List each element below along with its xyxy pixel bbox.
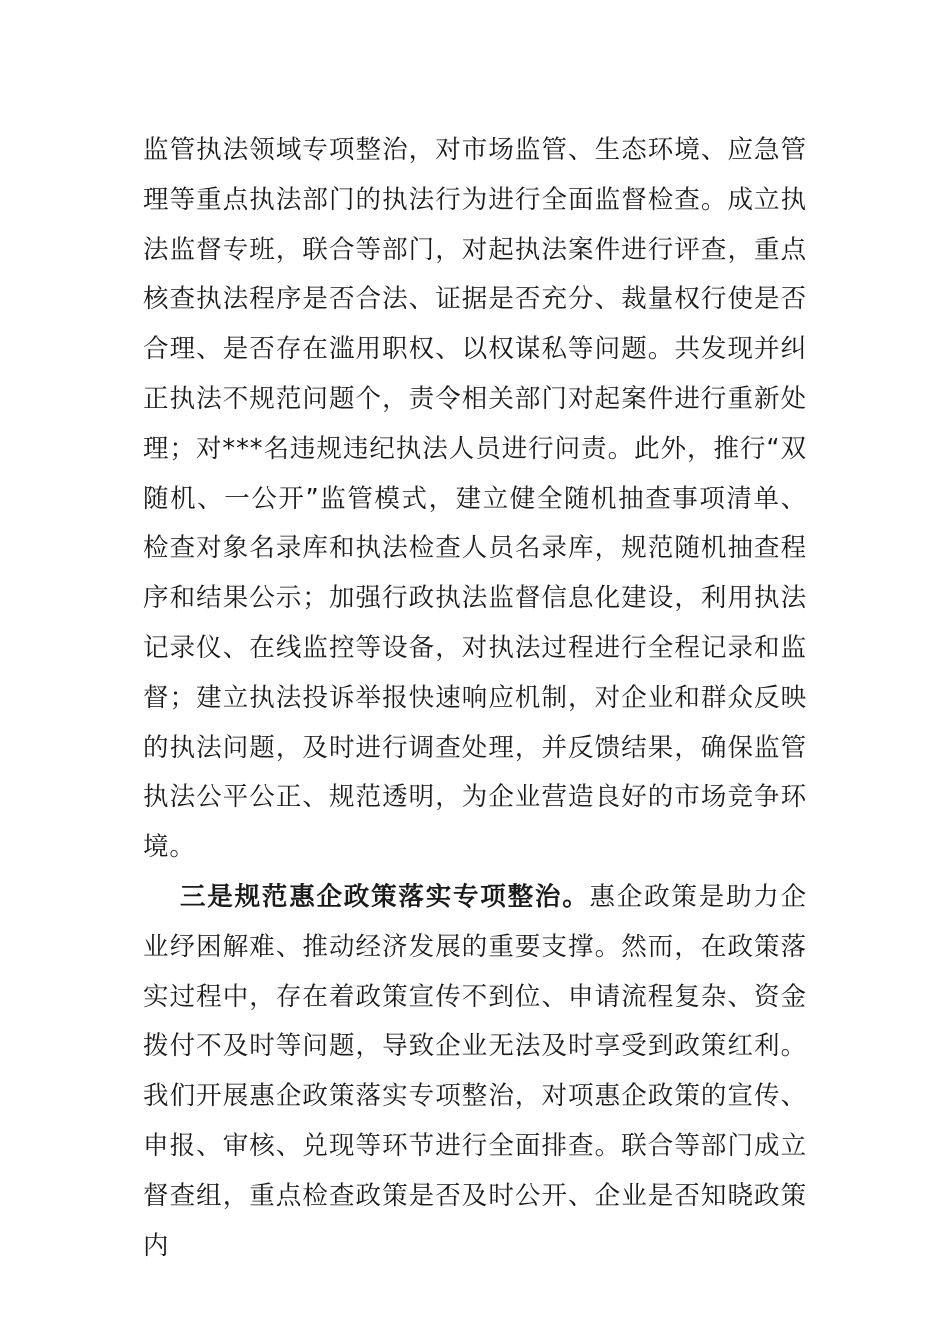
paragraph-enforcement-supervision [143,126,807,873]
paragraph-text: 惠企政策是助力企业纾困解难、推动经济发展的重要支撑。然而，在政策落实过程中，存在着政策宣传不到位、申请流程复杂、资金拨付不及时等问题，导致企业无法及时享受到政策红利。我们开展惠企政策落实专项整治，对项惠企政策的宣传、申报、审核、兑现等环节进行全面排查。联合等部门成立督查组，重点检查政策是否及时公开、企业是否知晓政策内 [143,881,807,1261]
paragraph-policy-implementation [143,873,807,1271]
paragraph-text: 监管执法领域专项整治，对市场监管、生态环境、应急管理等重点执法部门的执法行为进行全面监督检查。成立执法监督专班，联合等部门，对起执法案件进行评查，重点核查执法程序是否合法、证据是否充分、裁量权行使是否合理、是否存在滥用职权、以权谋私等问题。共发现并纠正执法不规范问题个，责令相关部门对起案件进行重新处理；对***名违规违纪执法人员进行问责。此外，推行“双随机、一公开”监管模式，建立健全随机抽查事项清单、检查对象名录库和执法检查人员名录库，规范随机抽查程序和结果公示；加强行政执法监督信息化建设，利用执法记录仪、在线监控等设备，对执法过程进行全程记录和监督；建立执法投诉举报快速响应机制，对企业和群众反映的执法问题，及时进行调查处理，并反馈结果，确保监管执法公平公正、规范透明，为企业营造良好的市场竞争环境。 [143,135,807,863]
paragraph-lead-heading: 三是规范惠企政策落实专项整治。 [180,881,590,912]
document-body [143,126,807,1271]
